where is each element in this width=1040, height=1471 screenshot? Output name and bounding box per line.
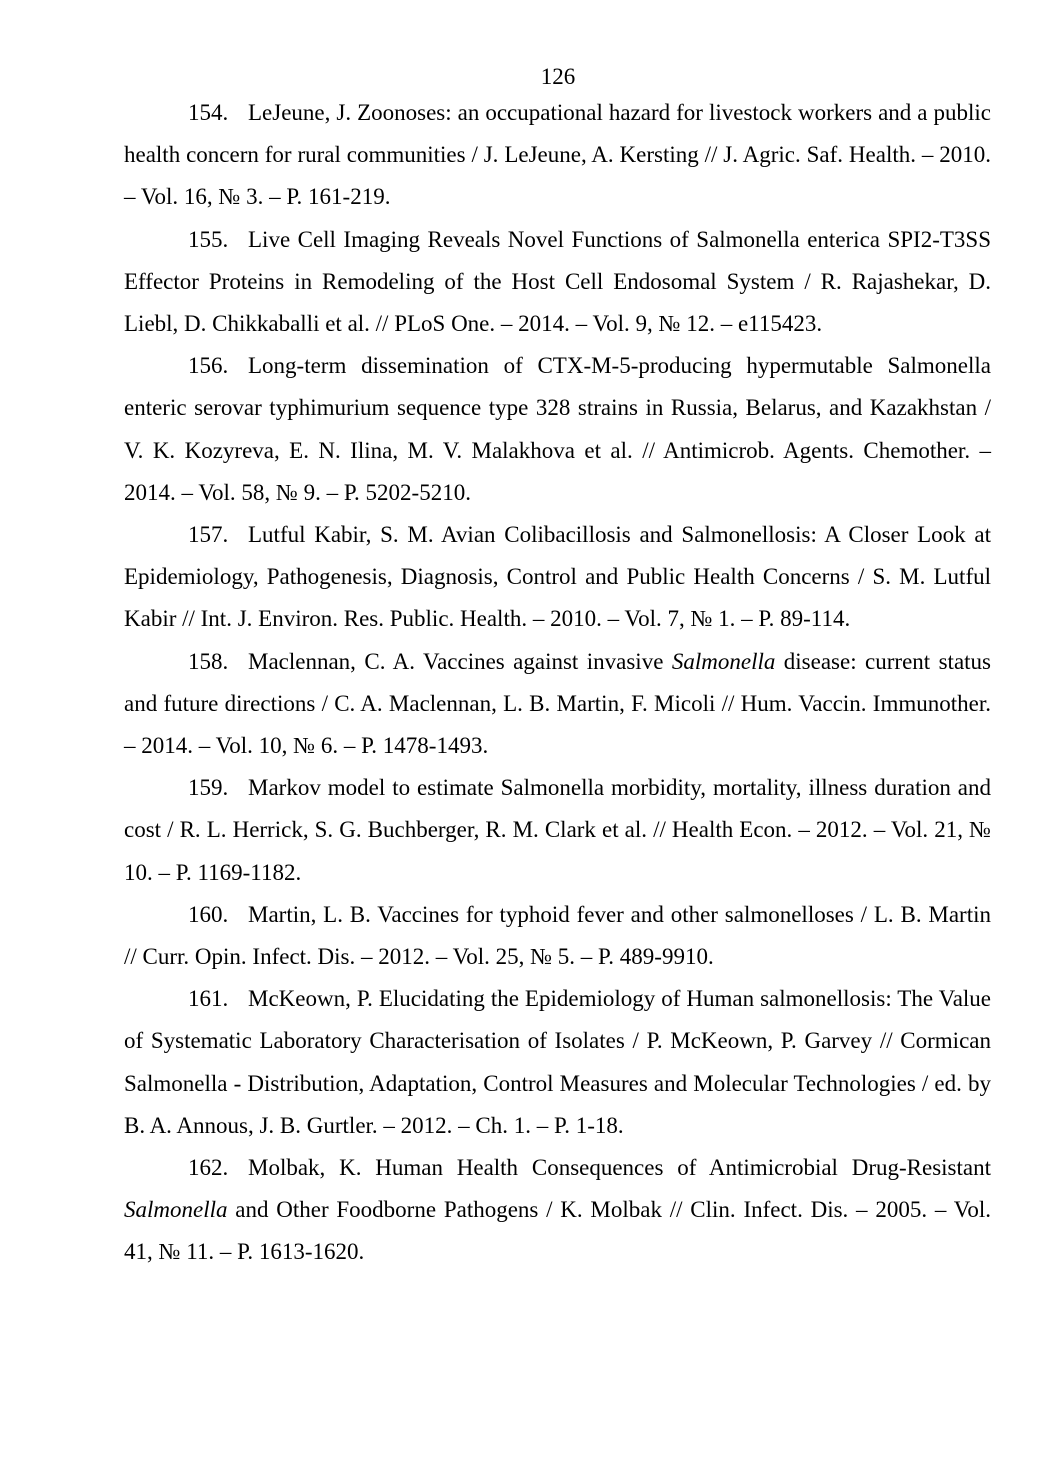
- reference-text: LeJeune, J. Zoonoses: an occupational hazard for livestock workers and a public health concern for rural communities / J. LeJeune, A. Kersting // J. Agric. Saf. Health. – 2010. – Vol. 16, № 3. – P. 161-219.: [124, 100, 991, 210]
- reference-number: 161.: [188, 986, 229, 1012]
- reference-number: 158.: [188, 648, 229, 674]
- reference-text: Molbak, K. Human Health Consequences of Antimicrobial Drug-Resistant: [248, 1155, 991, 1181]
- reference-text-continued: and Other Foodborne Pathogens / K. Molbak // Clin. Infect. Dis. – 2005. – Vol. 41, № 11. – P. 1613-1620.: [124, 1197, 991, 1265]
- reference-text-continued: disease: current status and future directions / C. A. Maclennan, L. B. Martin, F. Micoli // Hum. Vaccin. Immunother. – 2014. – Vol. 10, № 6. – P. 1478-1493.: [124, 648, 991, 759]
- reference-number: 156.: [188, 353, 229, 379]
- reference-item-160: [124, 894, 991, 978]
- reference-text: Maclennan, C. A. Vaccines against invasive: [248, 648, 672, 674]
- reference-text: Live Cell Imaging Reveals Novel Functions of Salmonella enterica SPI2-T3SS Effector Proteins in Remodeling of the Host Cell Endosomal System / R. Rajashekar, D. Liebl, D. Chikkaballi et al. // PLoS One. – 2014. – Vol. 9, № 12. – e115423.: [124, 226, 991, 337]
- reference-item-155: [124, 219, 991, 346]
- reference-item-158: [124, 641, 991, 768]
- reference-item-156: [124, 345, 991, 514]
- reference-list: [124, 92, 991, 1274]
- reference-number: 159.: [188, 775, 229, 801]
- reference-item-162: [124, 1147, 991, 1274]
- reference-item-159: [124, 767, 991, 894]
- reference-number: 155.: [188, 226, 229, 252]
- reference-text: Long-term dissemination of CTX-M-5-producing hypermutable Salmonella enteric serovar typhimurium sequence type 328 strains in Russia, Belarus, and Kazakhstan / V. K. Kozyreva, E. N. Ilina, M. V. Malakhova et al. // Antimicrob. Agents. Chemother. – 2014. – Vol. 58, № 9. – P. 5202-5210.: [124, 353, 991, 505]
- page-number: 126: [540, 64, 576, 89]
- reference-item-157: [124, 514, 991, 641]
- reference-item-154: [124, 92, 991, 219]
- reference-number: 157.: [188, 522, 229, 548]
- reference-number: 154.: [188, 100, 229, 125]
- reference-number: 160.: [188, 901, 229, 927]
- reference-text: McKeown, P. Elucidating the Epidemiology of Human salmonellosis: The Value of Systematic Laboratory Characterisation of Isolates / P. McKeown, P. Garvey // Cormican Salmonella - Distribution, Adaptation, Control Measures and Molecular Technologies / ed. by B. A. Annous, J. B. Gurtler. – 2012. – Ch. 1. – P. 1-18.: [124, 986, 991, 1138]
- reference-item-161: [124, 978, 991, 1147]
- reference-text: Martin, L. B. Vaccines for typhoid fever and other salmonelloses / L. B. Martin // Curr. Opin. Infect. Dis. – 2012. – Vol. 25, № 5. – P. 489-9910.: [124, 901, 991, 970]
- reference-text: Lutful Kabir, S. M. Avian Colibacillosis and Salmonellosis: A Closer Look at Epidemiology, Pathogenesis, Diagnosis, Control and Public Health Concerns / S. M. Lutful Kabir // Int. J. Environ. Res. Public. Health. – 2010. – Vol. 7, № 1. – P. 89-114.: [124, 522, 991, 632]
- reference-italic-text: Salmonella: [124, 1197, 228, 1223]
- reference-number: 162.: [188, 1155, 229, 1181]
- reference-italic-text: Salmonella: [671, 648, 776, 674]
- reference-text: Markov model to estimate Salmonella morbidity, mortality, illness duration and cost / R. L. Herrick, S. G. Buchberger, R. M. Clark et al. // Health Econ. – 2012. – Vol. 21, № 10. – P. 1169-1182.: [124, 775, 991, 885]
